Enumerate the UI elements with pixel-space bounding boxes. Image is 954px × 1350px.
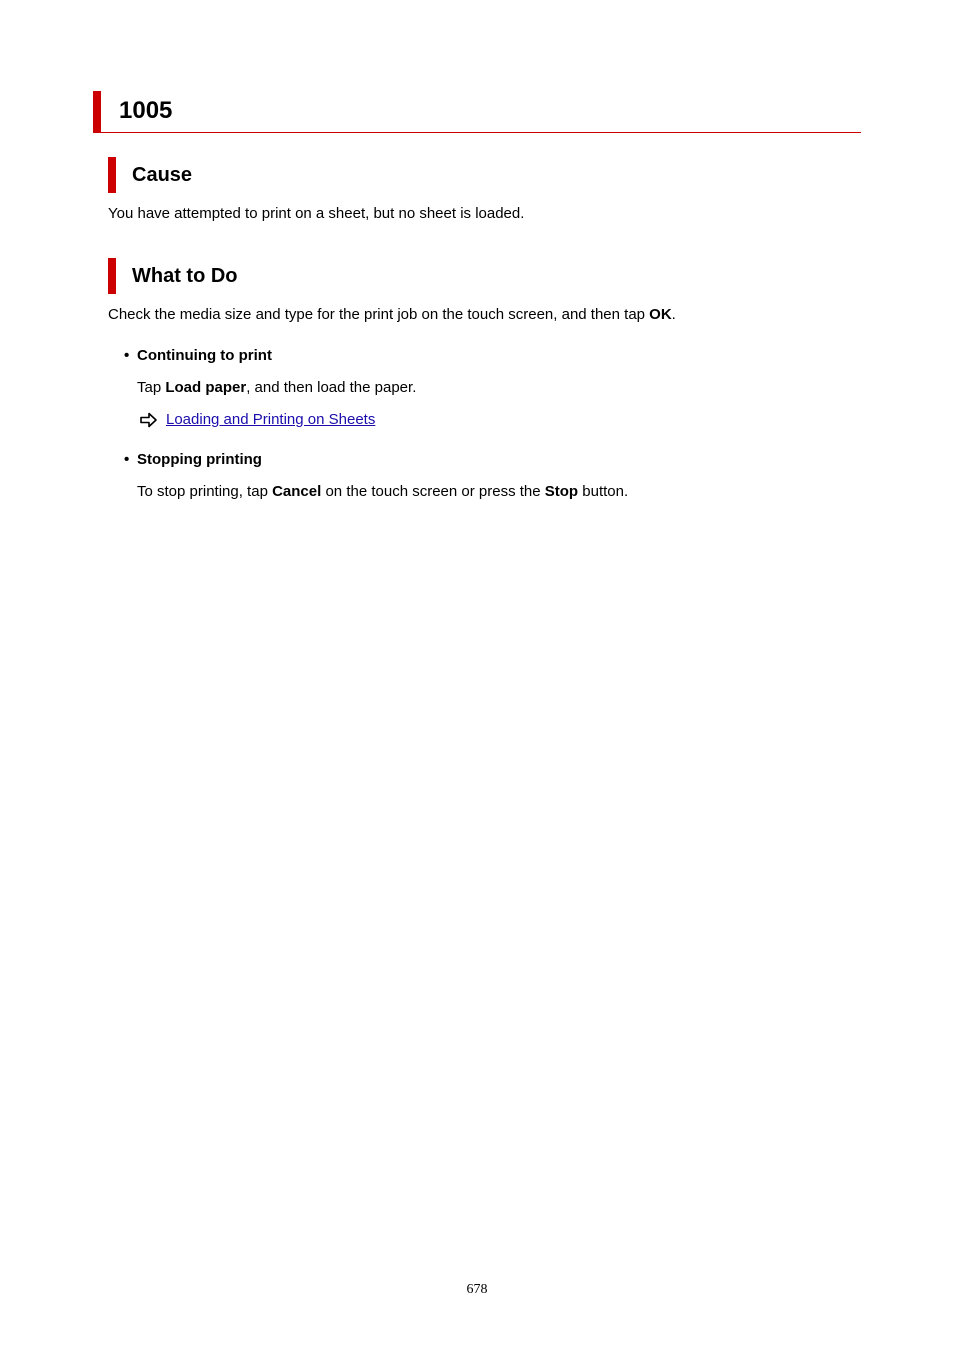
item-stopping-title: Stopping printing	[137, 451, 262, 468]
bullet-dot: •	[124, 347, 130, 364]
intro-end: .	[671, 306, 676, 323]
stop-label: Stop	[544, 483, 579, 500]
page-title: 1005	[119, 97, 173, 124]
page-number: 678	[466, 1282, 488, 1297]
load-paper-label: Load paper	[165, 379, 247, 396]
stopping-text-pre: To stop printing, tap	[137, 483, 273, 500]
what-to-do-title: What to Do	[132, 265, 238, 287]
intro-bold-ok: OK	[649, 306, 672, 323]
item-stopping-text	[137, 482, 628, 502]
what-to-do-intro	[108, 305, 676, 325]
loading-link-wrapper	[166, 410, 375, 430]
item-continuing-title: Continuing to print	[137, 347, 272, 364]
item-continuing-text	[137, 378, 416, 398]
intro-text: Check the media size and type for the print job on the touch screen, and then tap	[108, 306, 650, 323]
continuing-text-pre: Tap	[137, 379, 166, 396]
stopping-text-mid: on the touch screen or press the	[321, 483, 545, 500]
loading-and-printing-link[interactable]: Loading and Printing on Sheets	[166, 411, 376, 428]
continuing-text-post: , and then load the paper.	[246, 379, 417, 396]
what-to-do-heading	[108, 258, 238, 294]
bullet-dot: •	[124, 451, 130, 468]
right-arrow-icon	[140, 410, 158, 430]
stopping-text-post: button.	[578, 483, 629, 500]
cause-heading	[108, 157, 193, 193]
cause-text: You have attempted to print on a sheet, but no sheet is loaded.	[108, 205, 525, 222]
page-heading	[93, 91, 861, 133]
cause-title: Cause	[132, 164, 193, 186]
cancel-label: Cancel	[272, 483, 322, 500]
